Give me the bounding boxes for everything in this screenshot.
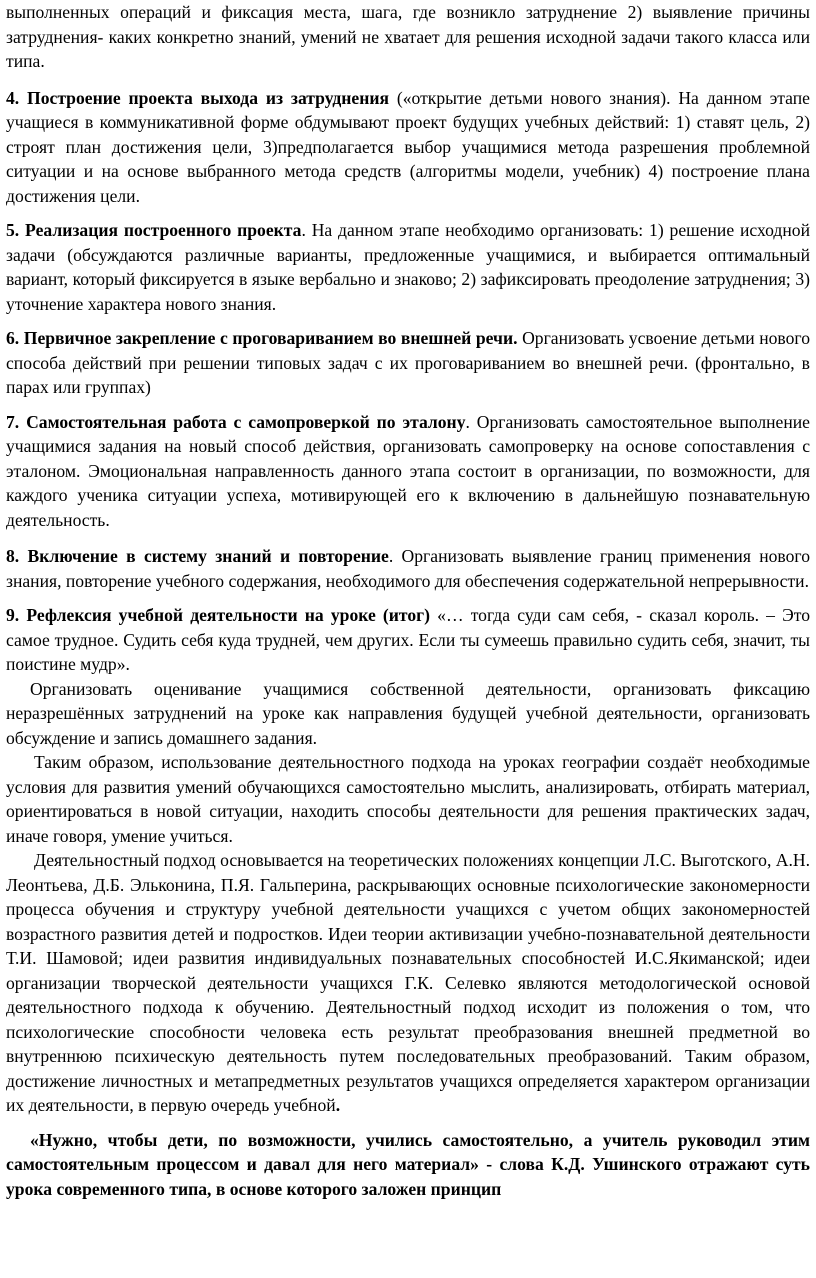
paragraph-step-8 bbox=[6, 544, 810, 593]
step-6-heading: 6. Первичное закрепление с проговариванием во внешней речи. bbox=[6, 328, 518, 348]
paragraph-step-6 bbox=[6, 326, 810, 400]
step-9-heading: 9. Рефлексия учебной деятельности на уроке (итог) bbox=[6, 605, 430, 625]
step-8-heading: 8. Включение в систему знаний и повторение bbox=[6, 546, 389, 566]
step-7-heading: 7. Самостоятельная работа с самопроверкой по эталону bbox=[6, 411, 466, 432]
paragraph-step-5 bbox=[6, 218, 810, 316]
activity-approach-text: Деятельностный подход основывается на теоретических положениях концепции Л.С. Выготского, А.Н. Леонтьева, Д.Б. Эльконина, П.Я. Гальперина, раскрывающих основные психологические закономерности процесса обучения и структуру учебной деятельности учащихся с учетом общих закономерностей возрастного развития детей и подростков. Идеи теории активизации учебно-познавательной деятельности Т.И. Шамовой; идеи развития индивидуальных познавательных способностей И.С.Якиманской; идеи организации творческой деятельности учащихся Г.К. Селевко являются методологической основой деятельностного подхода к обучению. Деятельностный подход исходит из положения о том, что психологические способности человека есть результат преобразования внешней предметной во внутреннюю психическую деятельность путем последовательных преобразований. Таким образом, достижение личностных и метапредметных результатов учащихся определяется характером организации их деятельности, в первую очередь учебной bbox=[6, 850, 810, 1115]
paragraph-activity-approach bbox=[6, 848, 810, 1118]
step-7-text: . Организовать самостоятельное выполнение учащимися задания на новый способ действия, организовать самопроверку на основе сопоставления с эталоном. Эмоциональная направленность данного этапа состоит в организации, по возможности, для каждого ученика ситуации успеха, мотивирующей его к включению в дальнейшую познавательную деятельность. bbox=[6, 411, 810, 530]
paragraph-ushinsky-quote: «Нужно, чтобы дети, по возможности, учились самостоятельно, а учитель руководил этим самостоятельным процессом и давал для него материал» - слова К.Д. Ушинского отражают суть урока современного типа, в основе которого заложен принцип bbox=[6, 1129, 810, 1199]
paragraph-intro: выполненных операций и фиксация места, шага, где возникло затруднение 2) выявление причины затруднения- каких конкретно знаний, умений не хватает для решения исходной задачи такого класса или типа. bbox=[6, 2, 810, 71]
step-9-text: «… тогда суди сам себя, - сказал король. – Это самое трудное. Судить себя куда трудней, чем других. Если ты сумеешь правильно судить себя, значит, ты поистине мудр». bbox=[6, 605, 810, 674]
paragraph-step-9 bbox=[6, 603, 810, 677]
paragraph-organize: Организовать оценивание учащимися собственной деятельности, организовать фиксацию неразрешённых затруднений на уроке как направления будущей учебной деятельности, организовать обсуждение и запись домашнего задания. bbox=[6, 678, 810, 748]
step-5-text: . На данном этапе необходимо организовать: 1) решение исходной задачи (обсуждаются различные варианты, предложенные учащимися, и выбирается оптимальный вариант, который фиксируется в языке вербально и знаково; 2) зафиксировать преодоление затруднения; 3) уточнение характера нового знания. bbox=[6, 220, 811, 314]
step-8-text: . Организовать выявление границ применения нового знания, повторение учебного содержания, необходимого для обеспечения содержательной непрерывности. bbox=[6, 546, 810, 591]
step-4-text: («открытие детьми нового знания). На данном этапе учащиеся в коммуникативной форме обдумывают проект будущих учебных действий: 1) ставят цель, 2) строят план достижения цели, 3)предполагается выбор учащимися метода разрешения проблемной ситуации и на основе выбранного метода средств (алгоритмы модели, учебник) 4) построение плана достижения цели. bbox=[6, 87, 810, 206]
paragraph-thus: Таким образом, использование деятельностного подхода на уроках географии создаёт необходимые условия для развития умений обучающихся самостоятельно мыслить, анализировать, отбирать материал, ориентироваться в новой ситуации, находить способы деятельности для решения практических задач, иначе говоря, умение учиться. bbox=[6, 752, 810, 846]
step-4-heading: 4. Построение проекта выхода из затруднения bbox=[6, 87, 390, 108]
step-6-text: Организовать усвоение детьми нового способа действий при решении типовых задач с их проговариванием во внешней речи. (фронтально, в парах или группах) bbox=[6, 328, 810, 397]
paragraph-step-7 bbox=[6, 410, 810, 533]
step-5-heading: 5. Реализация построенного проекта bbox=[6, 220, 302, 240]
activity-approach-end: . bbox=[335, 1095, 341, 1115]
paragraph-step-4 bbox=[6, 86, 810, 209]
